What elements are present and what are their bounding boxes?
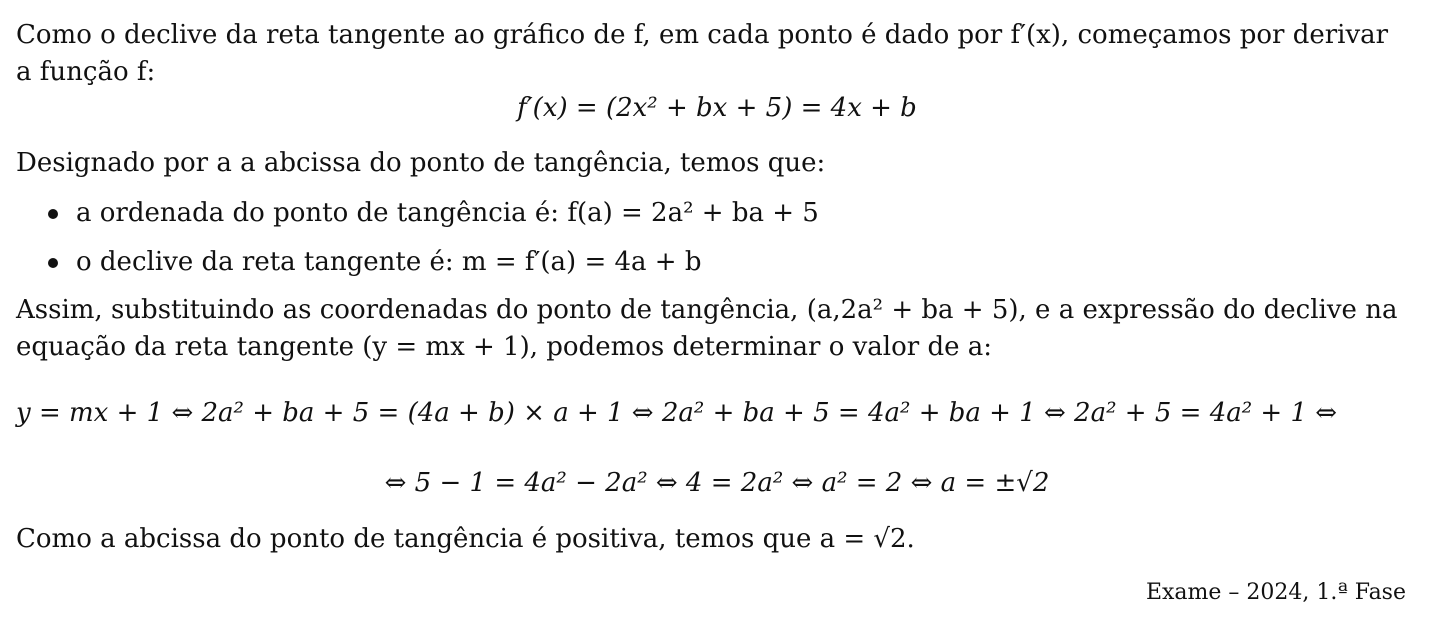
paragraph-substitution-line2: equação da reta tangente (y = mx + 1), podemos determinar o valor de a: bbox=[16, 332, 993, 362]
list-item-slope bbox=[48, 247, 702, 277]
paragraph-intro-line1: Como o declive da reta tangente ao gráfico de f, em cada ponto é dado por f′(x), começamos por derivar bbox=[16, 20, 1389, 50]
equation-derivative: f′(x) = (2x² + bx + 5) = 4x + b bbox=[517, 93, 917, 123]
paragraph-substitution-line1: Assim, substituindo as coordenadas do ponto de tangência, (a,2a² + ba + 5), e a expressão do declive na bbox=[16, 295, 1398, 325]
list-item-slope-text: o declive da reta tangente é: m = f′(a) = 4a + b bbox=[76, 247, 702, 277]
list-item-ordinate bbox=[48, 198, 819, 228]
paragraph-intro-line2: a função f: bbox=[16, 57, 156, 87]
equation-chain-1: y = mx + 1 ⇔ 2a² + ba + 5 = (4a + b) × a + 1 ⇔ 2a² + ba + 5 = 4a² + ba + 1 ⇔ 2a² + 5 = 4a² + 1 ⇔ bbox=[16, 398, 1338, 428]
paragraph-conclusion: Como a abcissa do ponto de tangência é positiva, temos que a = √2. bbox=[16, 524, 915, 554]
equation-chain-2: ⇔ 5 − 1 = 4a² − 2a² ⇔ 4 = 2a² ⇔ a² = 2 ⇔ a = ±√2 bbox=[384, 468, 1050, 498]
list-item-ordinate-text: a ordenada do ponto de tangência é: f(a) = 2a² + ba + 5 bbox=[76, 198, 819, 228]
exam-source: Exame – 2024, 1.ª Fase bbox=[1145, 580, 1406, 605]
bullet-icon bbox=[48, 258, 58, 268]
paragraph-designation: Designado por a a abcissa do ponto de tangência, temos que: bbox=[16, 148, 826, 178]
bullet-icon bbox=[48, 209, 58, 219]
